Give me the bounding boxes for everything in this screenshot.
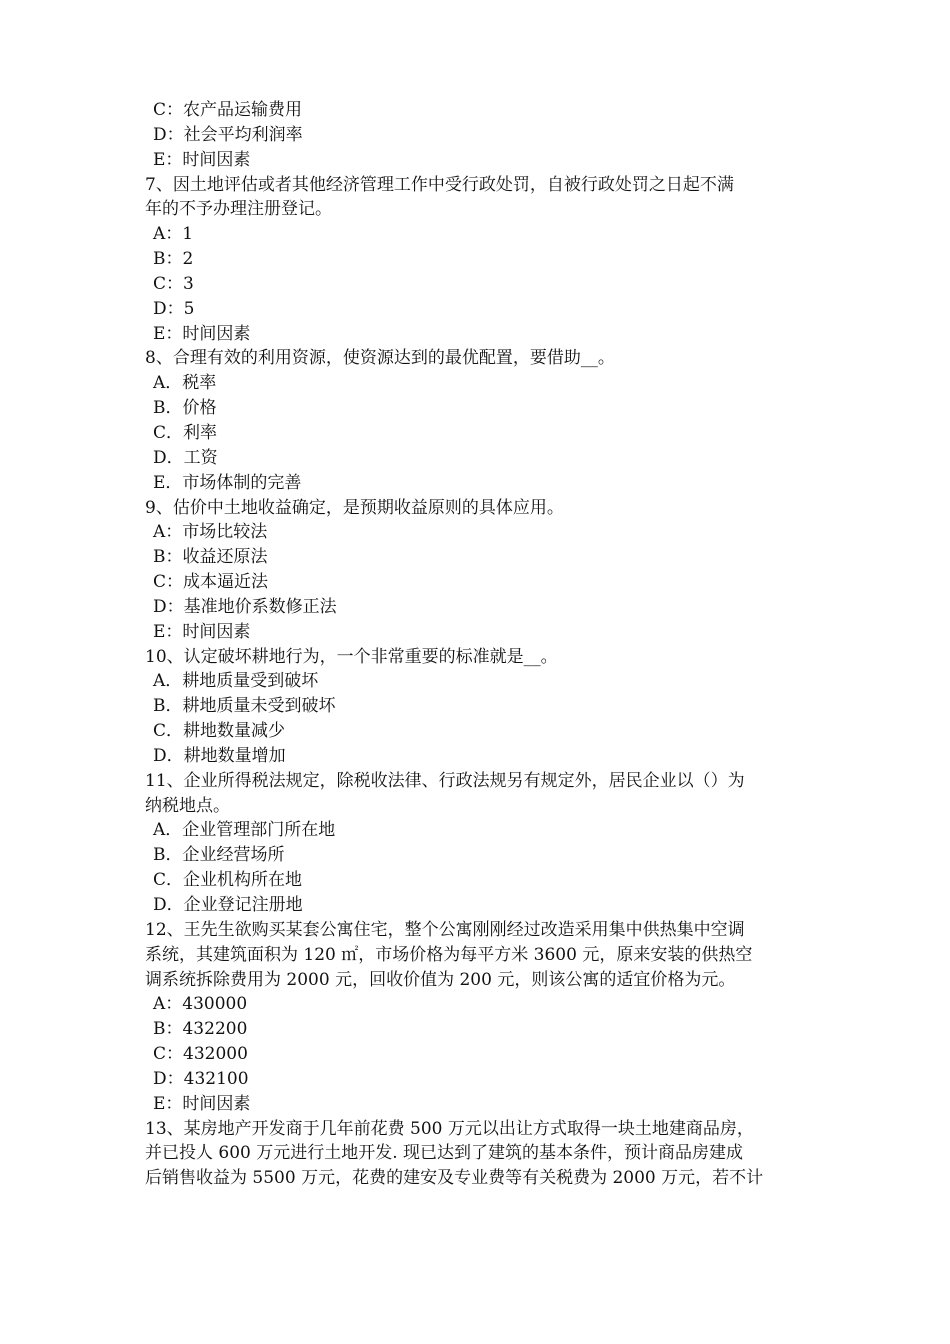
question-text-line: 7、因土地评估或者其他经济管理工作中受行政处罚，自被行政处罚之日起不满 <box>145 174 734 195</box>
answer-option-line: E：时间因素 <box>153 149 251 170</box>
answer-option-line: A．耕地质量受到破坏 <box>153 671 319 692</box>
question-text-line: 10、认定破坏耕地行为，一个非常重要的标准就是__。 <box>145 646 558 667</box>
question-text-line: 12、王先生欲购买某套公寓住宅，整个公寓刚刚经过改造采用集中供热集中空调 <box>145 919 745 940</box>
answer-option-line: B．企业经营场所 <box>153 845 285 866</box>
answer-option-line: C：432000 <box>153 1044 248 1065</box>
answer-option-line: B：收益还原法 <box>153 547 268 568</box>
document-body <box>145 98 815 1191</box>
question-text-line: 9、估价中土地收益确定，是预期收益原则的具体应用。 <box>145 497 564 518</box>
answer-option-line: C：农产品运输费用 <box>153 100 303 120</box>
answer-option-line: A：市场比较法 <box>153 522 268 543</box>
answer-option-line: D．工资 <box>153 447 218 468</box>
answer-option-line: C：3 <box>153 273 194 294</box>
question-text-line: 纳税地点。 <box>145 795 230 816</box>
question-text-line: 8、合理有效的利用资源，使资源达到的最优配置，要借助__。 <box>145 348 615 369</box>
answer-option-line: A．税率 <box>153 373 217 394</box>
answer-option-line: E．市场体制的完善 <box>153 472 302 493</box>
question-text-line: 11、企业所得税法规定，除税收法律、行政法规另有规定外，居民企业以（）为 <box>145 770 745 791</box>
answer-option-line: E：时间因素 <box>153 621 251 642</box>
question-text-line: 并已投人 600 万元进行土地开发. 现已达到了建筑的基本条件，预计商品房建成 <box>145 1143 744 1164</box>
question-text-line: 调系统拆除费用为 2000 元，回收价值为 200 元，则该公寓的适宜价格为元。 <box>145 969 736 990</box>
answer-option-line: B．价格 <box>153 398 217 419</box>
answer-option-line: B：432200 <box>153 1019 248 1040</box>
answer-option-line: E：时间因素 <box>153 323 251 344</box>
answer-option-line: C：成本逼近法 <box>153 572 269 593</box>
answer-option-line: A．企业管理部门所在地 <box>153 820 336 841</box>
answer-option-line: C．企业机构所在地 <box>153 870 303 891</box>
question-text-line: 13、某房地产开发商于几年前花费 500 万元以出让方式取得一块土地建商品房， <box>145 1118 754 1139</box>
answer-option-line: D：5 <box>153 298 195 319</box>
answer-option-line: D．耕地数量增加 <box>153 745 286 766</box>
question-text-line: 系统，其建筑面积为 120 ㎡，市场价格为每平方米 3600 元，原来安装的供热空 <box>145 944 753 965</box>
answer-option-line: C．利率 <box>153 422 218 443</box>
answer-option-line: D：432100 <box>153 1068 249 1089</box>
answer-option-line: A：1 <box>153 224 194 245</box>
answer-option-line: A：430000 <box>153 994 248 1015</box>
answer-option-line: D．企业登记注册地 <box>153 895 303 915</box>
answer-option-line: E：时间因素 <box>153 1093 251 1114</box>
answer-option-line: D：基准地价系数修正法 <box>153 596 337 617</box>
answer-option-line: B：2 <box>153 249 194 270</box>
question-text-line: 后销售收益为 5500 万元，花费的建安及专业费等有关税费为 2000 万元，若不计 <box>145 1168 764 1189</box>
answer-option-line: C．耕地数量减少 <box>153 721 286 742</box>
answer-option-line: D：社会平均利润率 <box>153 124 303 145</box>
answer-option-line: B．耕地质量未受到破坏 <box>153 696 336 717</box>
question-text-line: 年的不予办理注册登记。 <box>145 199 332 220</box>
